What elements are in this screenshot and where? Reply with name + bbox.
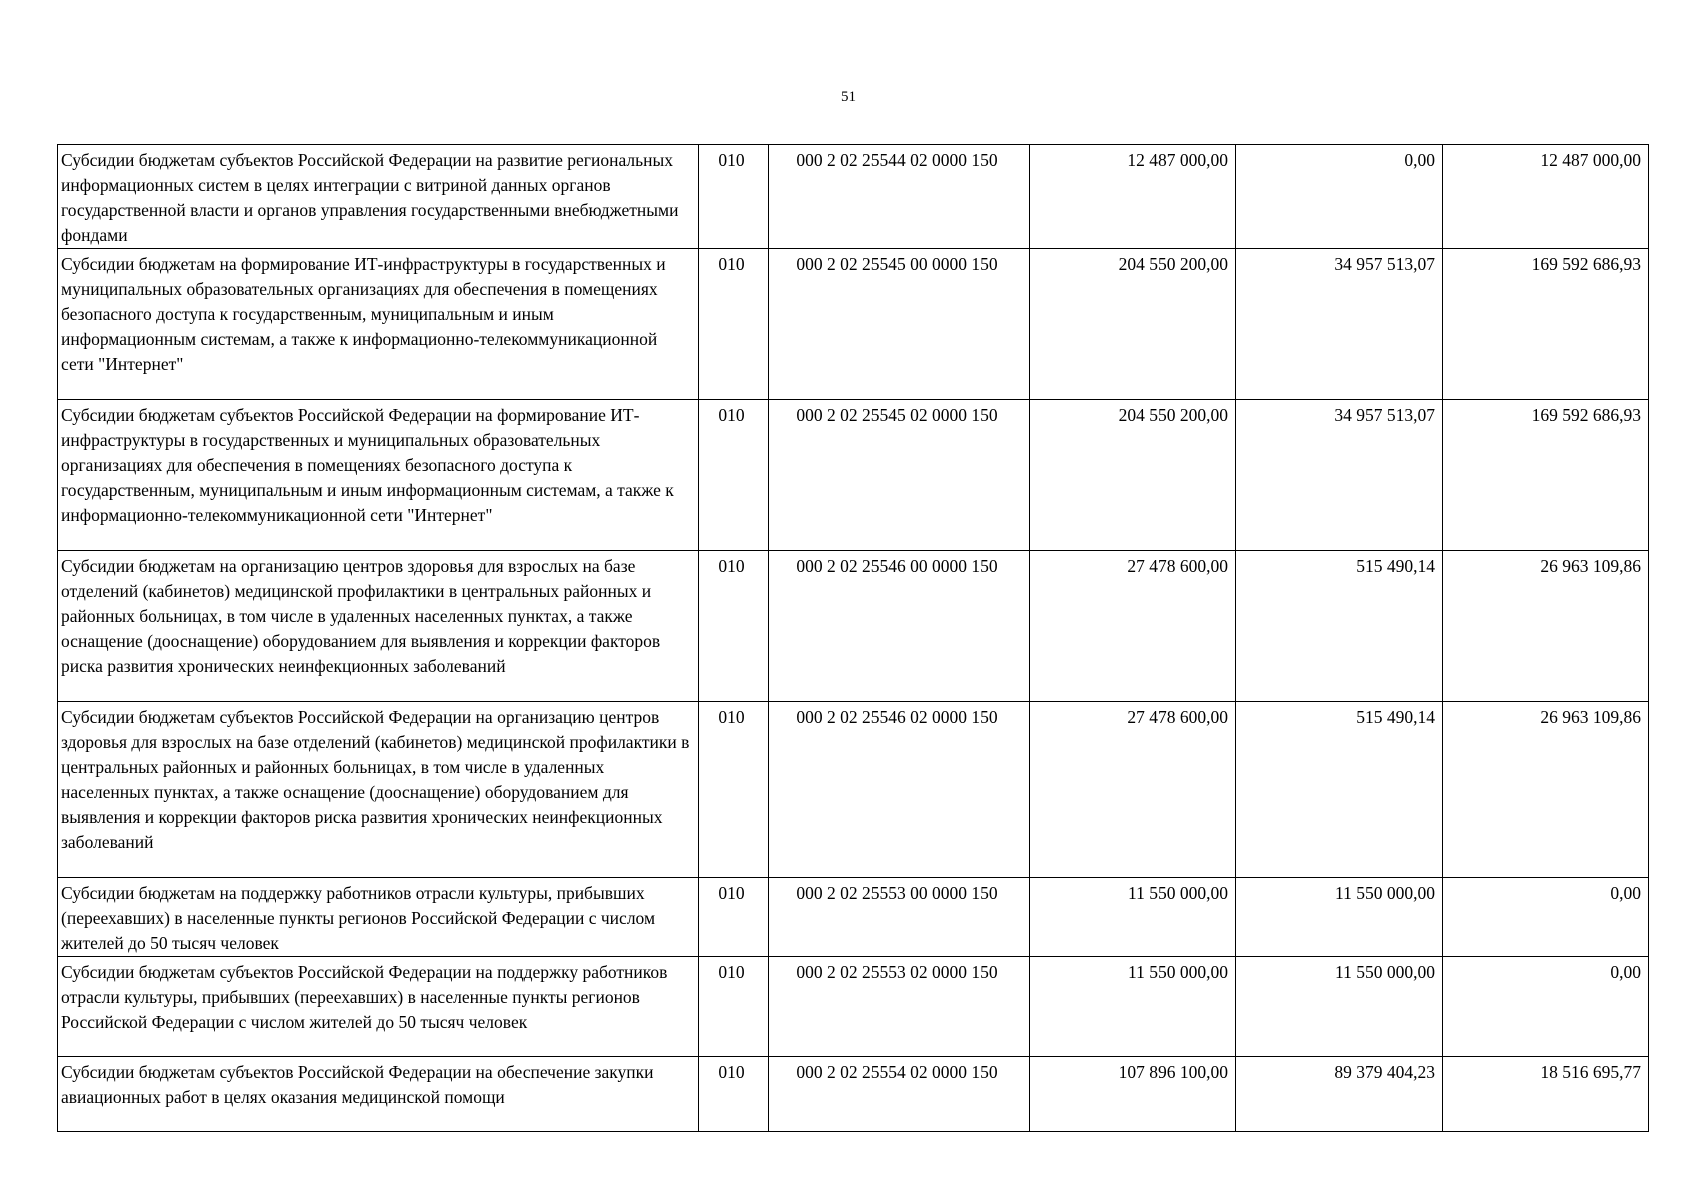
remainder-amount-cell: 0,00 (1443, 878, 1649, 957)
approved-amount-cell: 27 478 600,00 (1030, 702, 1236, 878)
table-row (58, 957, 1649, 1057)
remainder-amount-cell: 18 516 695,77 (1443, 1057, 1649, 1132)
admin-code-cell: 010 (699, 1057, 769, 1132)
income-name-cell: Субсидии бюджетам субъектов Российской Федерации на поддержку работников отрасли культуры, прибывших (переехавших) в населенные пункты регионов Российской Федерации с числом жителей до 50 тысяч человек (58, 957, 699, 1057)
approved-amount-cell: 27 478 600,00 (1030, 551, 1236, 702)
executed-amount-cell: 34 957 513,07 (1236, 249, 1443, 400)
page-number: 51 (841, 89, 856, 105)
income-name-cell: Субсидии бюджетам субъектов Российской Федерации на организацию центров здоровья для взрослых на базе отделений (кабинетов) медицинской профилактики в центральных районных и районных больницах, в том числе в удаленных населенных пунктах, а также оснащение (дооснащение) оборудованием для выявления и коррекции факторов риска развития хронических неинфекционных заболеваний (58, 702, 699, 878)
budget-code-cell: 000 2 02 25545 00 0000 150 (769, 249, 1030, 400)
table-row (58, 249, 1649, 400)
remainder-amount-cell: 169 592 686,93 (1443, 400, 1649, 551)
budget-code-cell: 000 2 02 25553 00 0000 150 (769, 878, 1030, 957)
income-name-cell: Субсидии бюджетам субъектов Российской Федерации на обеспечение закупки авиационных работ в целях оказания медицинской помощи (58, 1057, 699, 1132)
executed-amount-cell: 515 490,14 (1236, 551, 1443, 702)
executed-amount-cell: 11 550 000,00 (1236, 957, 1443, 1057)
income-name-cell: Субсидии бюджетам на организацию центров здоровья для взрослых на базе отделений (кабинетов) медицинской профилактики в центральных районных и районных больницах, в том числе в удаленных населенных пунктах, а также оснащение (дооснащение) оборудованием для выявления и коррекции факторов риска развития хронических неинфекционных заболеваний (58, 551, 699, 702)
admin-code-cell: 010 (699, 878, 769, 957)
executed-amount-cell: 89 379 404,23 (1236, 1057, 1443, 1132)
budget-code-cell: 000 2 02 25546 02 0000 150 (769, 702, 1030, 878)
admin-code-cell: 010 (699, 400, 769, 551)
executed-amount-cell: 0,00 (1236, 145, 1443, 249)
executed-amount-cell: 34 957 513,07 (1236, 400, 1443, 551)
table-row (58, 400, 1649, 551)
income-name-cell: Субсидии бюджетам на поддержку работников отрасли культуры, прибывших (переехавших) в населенные пункты регионов Российской Федерации с числом жителей до 50 тысяч человек (58, 878, 699, 957)
remainder-amount-cell: 0,00 (1443, 957, 1649, 1057)
budget-code-cell: 000 2 02 25546 00 0000 150 (769, 551, 1030, 702)
income-name-cell: Субсидии бюджетам на формирование ИТ-инфраструктуры в государственных и муниципальных образовательных организациях для обеспечения в помещениях безопасного доступа к государственным, муниципальным и иным информационным системам, а также к информационно-телекоммуникационной сети "Интернет" (58, 249, 699, 400)
executed-amount-cell: 11 550 000,00 (1236, 878, 1443, 957)
remainder-amount-cell: 169 592 686,93 (1443, 249, 1649, 400)
admin-code-cell: 010 (699, 702, 769, 878)
remainder-amount-cell: 26 963 109,86 (1443, 702, 1649, 878)
approved-amount-cell: 204 550 200,00 (1030, 400, 1236, 551)
budget-code-cell: 000 2 02 25554 02 0000 150 (769, 1057, 1030, 1132)
admin-code-cell: 010 (699, 145, 769, 249)
table-row (58, 145, 1649, 249)
executed-amount-cell: 515 490,14 (1236, 702, 1443, 878)
admin-code-cell: 010 (699, 551, 769, 702)
approved-amount-cell: 12 487 000,00 (1030, 145, 1236, 249)
table-row (58, 1057, 1649, 1132)
remainder-amount-cell: 12 487 000,00 (1443, 145, 1649, 249)
table-row (58, 551, 1649, 702)
budget-code-cell: 000 2 02 25544 02 0000 150 (769, 145, 1030, 249)
budget-code-cell: 000 2 02 25553 02 0000 150 (769, 957, 1030, 1057)
admin-code-cell: 010 (699, 957, 769, 1057)
income-name-cell: Субсидии бюджетам субъектов Российской Федерации на развитие региональных информационных систем в целях интеграции с витриной данных органов государственной власти и органов управления государственными внебюджетными фондами (58, 145, 699, 249)
approved-amount-cell: 11 550 000,00 (1030, 878, 1236, 957)
budget-code-cell: 000 2 02 25545 02 0000 150 (769, 400, 1030, 551)
approved-amount-cell: 11 550 000,00 (1030, 957, 1236, 1057)
table-row (58, 702, 1649, 878)
table-row (58, 878, 1649, 957)
approved-amount-cell: 107 896 100,00 (1030, 1057, 1236, 1132)
approved-amount-cell: 204 550 200,00 (1030, 249, 1236, 400)
income-name-cell: Субсидии бюджетам субъектов Российской Федерации на формирование ИТ-инфраструктуры в государственных и муниципальных образовательных организациях для обеспечения в помещениях безопасного доступа к государственным, муниципальным и иным информационным системам, а также к информационно-телекоммуникационной сети "Интернет" (58, 400, 699, 551)
admin-code-cell: 010 (699, 249, 769, 400)
budget-table (57, 144, 1649, 1132)
remainder-amount-cell: 26 963 109,86 (1443, 551, 1649, 702)
